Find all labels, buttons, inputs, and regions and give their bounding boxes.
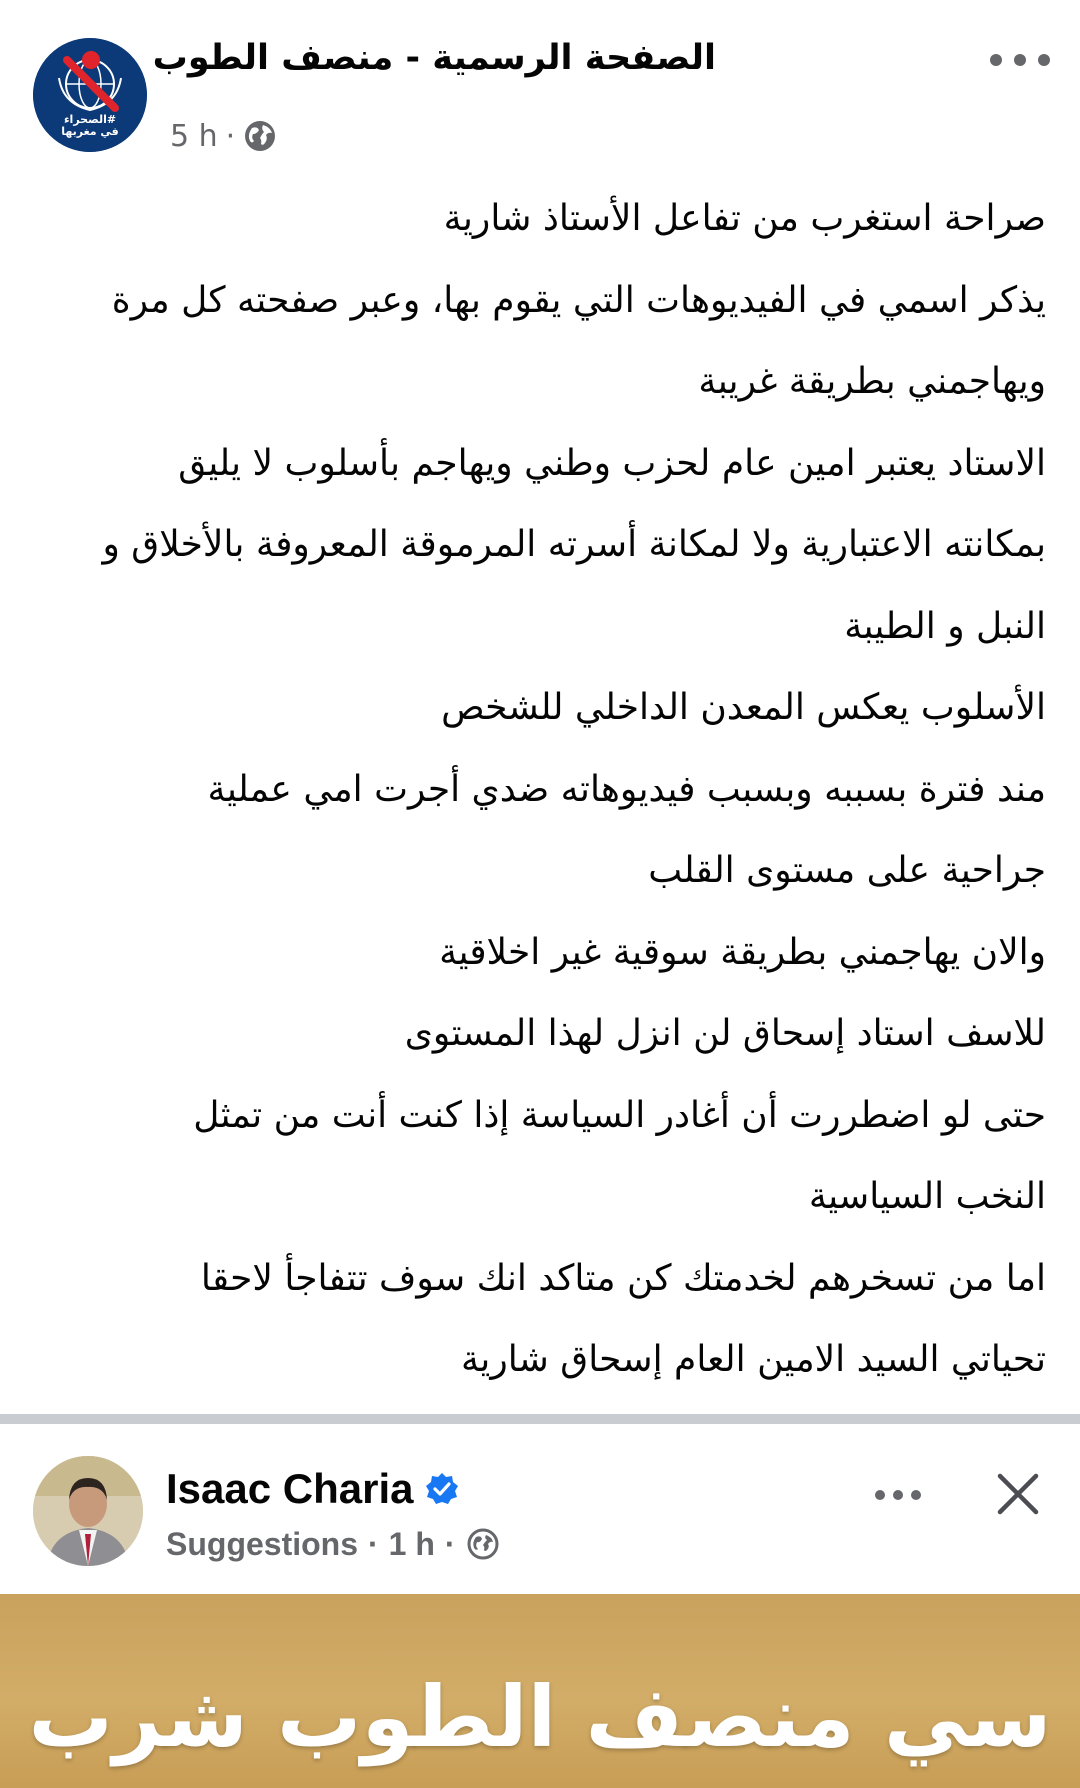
post-line: الاستاد يعتبر امين عام لحزب وطني ويهاجم بأسلوب لا يليق — [178, 442, 1046, 484]
post-line: النبل و الطيبة — [844, 605, 1046, 647]
meta-separator: · — [225, 118, 236, 154]
post-line: بمكانته الاعتبارية ولا لمكانة أسرته المرموقة المعروفة بالأخلاق و — [102, 524, 1046, 565]
suggested-post-card — [0, 1424, 1080, 1788]
post-line: يذكر اسمي في الفيديوهات التي يقوم بها، وعبر صفحته كل مرة — [111, 279, 1046, 321]
post-line: الأسلوب يعكس المعدن الداخلي للشخص — [441, 687, 1046, 728]
more-options-button[interactable] — [875, 1480, 921, 1510]
post-time[interactable]: 1 h — [388, 1525, 435, 1562]
suggestions-label: Suggestions — [166, 1525, 359, 1562]
post-meta — [170, 116, 277, 156]
author-header — [166, 1464, 460, 1514]
page-name[interactable]: الصفحة الرسمية - منصف الطوب — [152, 38, 716, 78]
post-line: والان يهاجمني بطريقة سوقية غير اخلاقية — [439, 931, 1046, 973]
person-avatar-icon — [33, 1456, 143, 1566]
meta-separator: · — [368, 1525, 379, 1562]
post-line: جراحية على مستوى القلب — [648, 850, 1046, 891]
verified-badge-icon — [424, 1471, 460, 1507]
post-line: حتى لو اضطررت أن أغادر السياسة إذا كنت أنت من تمثل — [193, 1094, 1046, 1136]
post-line: اما من تسخرهم لخدمتك كن متاكد انك سوف تتفاجأ لاحقا — [200, 1257, 1046, 1299]
post-line: مند فترة بسببه وبسبب فيديوهاته ضدي أجرت امي عملية — [207, 768, 1046, 810]
post-line: ويهاجمني بطريقة غريبة — [698, 361, 1046, 402]
feed-separator — [0, 1414, 1080, 1424]
close-button[interactable] — [994, 1470, 1042, 1518]
more-horizontal-icon — [990, 54, 1002, 66]
post-text — [26, 178, 1046, 1401]
meta-separator: · — [444, 1525, 456, 1562]
author-name[interactable]: Isaac Charia — [166, 1465, 414, 1512]
page-avatar[interactable] — [33, 38, 147, 152]
post-line: النخب السياسية — [808, 1176, 1046, 1217]
more-dot — [893, 1490, 903, 1500]
more-dot — [1014, 54, 1026, 66]
more-options-button[interactable] — [990, 40, 1050, 80]
post-image[interactable] — [0, 1594, 1080, 1788]
image-caption-text: سي منصف الطوب شرب — [28, 1668, 1052, 1766]
close-icon — [994, 1470, 1042, 1518]
globe-icon[interactable] — [466, 1527, 500, 1561]
post-line: تحياتي السيد الامين العام إسحاق شارية — [461, 1339, 1046, 1380]
post-line: للاسف استاد إسحاق لن انزل لهذا المستوى — [404, 1013, 1046, 1054]
page-avatar-text: #الصحراء في مغربها — [61, 113, 119, 138]
author-avatar[interactable] — [33, 1456, 143, 1566]
suggested-meta — [166, 1522, 500, 1566]
post-line: صراحة استغرب من تفاعل الأستاذ شارية — [443, 198, 1046, 239]
post-time[interactable]: 5 h — [170, 118, 218, 154]
globe-icon[interactable] — [243, 119, 277, 153]
more-dot — [1038, 54, 1050, 66]
more-horizontal-icon — [875, 1490, 885, 1500]
more-dot — [911, 1490, 921, 1500]
